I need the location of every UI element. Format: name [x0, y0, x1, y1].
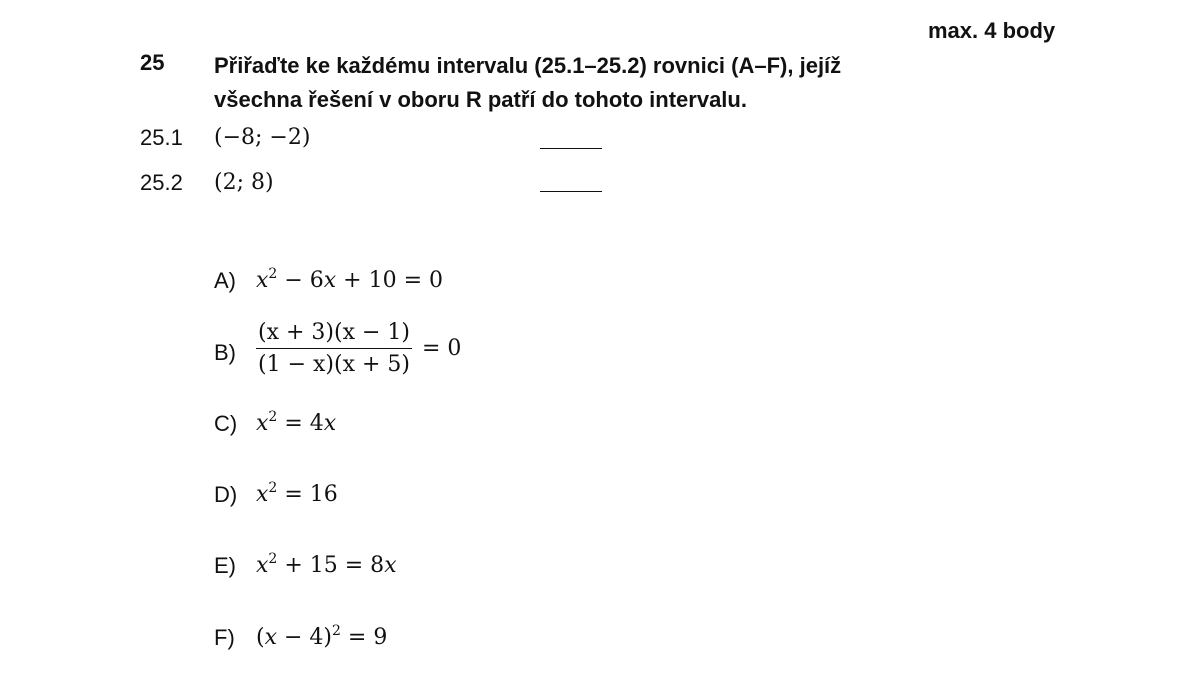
option-b-rhs: = 0 [421, 336, 462, 361]
option-b-fraction [256, 320, 412, 377]
option-e-rest: + 15 = 8 [277, 553, 385, 578]
option-b-denominator: (1 − x)(x + 5) [256, 348, 412, 377]
interval-value-25-1: (−8; −2) [214, 125, 311, 150]
option-c-var2: x [323, 411, 337, 436]
interval-value-25-2: (2; 8) [214, 170, 274, 195]
option-f-inner: − 4) [277, 625, 333, 650]
option-f-var: x [264, 625, 278, 650]
option-a-var2: x [323, 268, 337, 293]
option-d-var: x [256, 482, 269, 507]
answer-blank-25-1[interactable] [540, 148, 602, 149]
option-a-var: x [256, 268, 269, 293]
option-e-letter: E) [214, 553, 236, 578]
option-a-tail: + 10 = 0 [336, 268, 444, 293]
option-c-rest: = 4 [277, 411, 324, 436]
option-d-rest: = 16 [277, 482, 338, 507]
option-f-letter: F) [214, 625, 235, 650]
option-d-exp: 2 [268, 480, 278, 496]
option-c-var: x [256, 411, 269, 436]
option-f-rest: = 9 [340, 625, 388, 650]
interval-label-25-2: 25.2 [140, 170, 183, 195]
question-text-line-2: všechna řešení v oboru R patří do tohoto intervalu. [214, 87, 747, 112]
question-number: 25 [140, 50, 165, 75]
option-a-letter: A) [214, 268, 236, 293]
option-c-exp: 2 [268, 409, 278, 425]
option-b-numerator: (x + 3)(x − 1) [258, 320, 410, 345]
option-f-exp: 2 [332, 623, 341, 639]
question-text [214, 49, 914, 117]
option-b-letter: B) [214, 340, 236, 365]
option-a-rest: − 6 [277, 268, 324, 293]
option-c-letter: C) [214, 411, 238, 436]
option-e-var: x [256, 553, 269, 578]
question-text-line-1: Přiřaďte ke každému intervalu (25.1–25.2) rovnici (A–F), jejíž [214, 53, 842, 78]
option-b-equation [256, 320, 461, 377]
option-e-var2: x [384, 553, 397, 578]
option-c-equation [256, 411, 336, 436]
answer-blank-25-2[interactable] [540, 191, 602, 192]
option-e-equation [256, 553, 397, 578]
option-e-exp: 2 [268, 551, 278, 567]
option-d-equation [256, 482, 338, 507]
option-f-open: ( [256, 625, 265, 650]
option-a-equation [256, 268, 443, 293]
interval-label-25-1: 25.1 [140, 125, 183, 150]
max-points-label: max. 4 body [928, 18, 1056, 43]
option-f-equation [256, 625, 387, 650]
option-d-letter: D) [214, 482, 238, 507]
option-a-exp: 2 [268, 266, 278, 282]
